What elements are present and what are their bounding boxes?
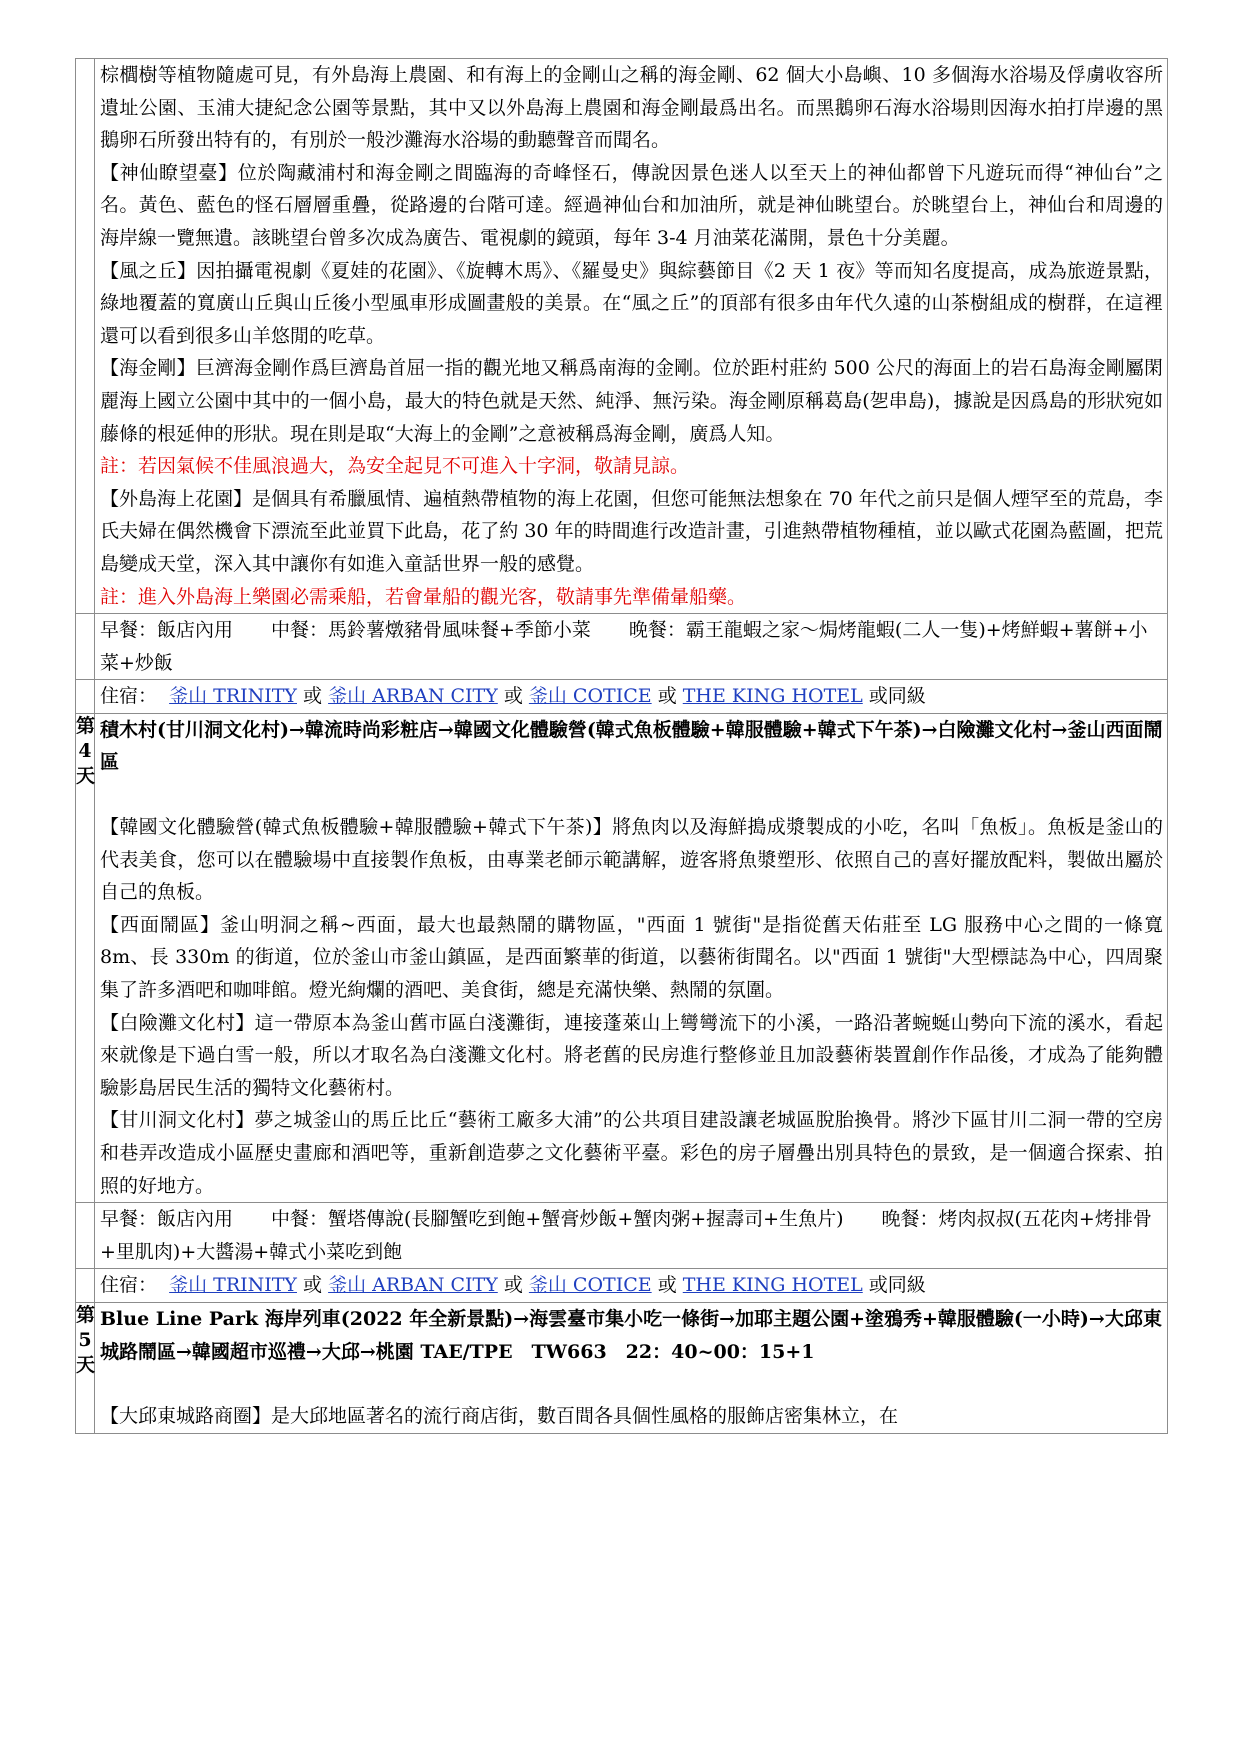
hotel-link-arban-city[interactable]: 釜山 ARBAN CITY — [328, 685, 498, 708]
paragraph-huinnyeoul: 【白險灘文化村】這一帶原本為釜山舊市區白淺灘街，連接蓬萊山上彎彎流下的小溪，一路沿著蜿蜒山勢向下流的溪水，看起來就像是下過白雪一般，所以才取名為白淺灘文化村。將老舊的民房進行整修並且加設藝術裝置創作作品後，才成為了能夠體驗影島居民生活的獨特文化藝術村。 — [100, 1011, 1163, 1099]
hotel-link-cotice[interactable]: 釜山 COTICE — [528, 685, 652, 708]
day4-description-row — [76, 713, 1168, 1202]
hotel-link-trinity[interactable]: 釜山 TRINITY — [169, 1274, 297, 1297]
day5-description-row — [76, 1302, 1168, 1433]
day4-meals: 早餐：飯店內用 中餐：蟹塔傳說(長腳蟹吃到飽+蟹膏炒飯+蟹肉粥+握壽司+生魚片) 晚餐：烤肉叔叔(五花肉+烤排骨+里肌肉)+大醬湯+韓式小菜吃到飽 — [100, 1208, 1152, 1263]
note-seasick: 註：進入外島海上樂園必需乘船，若會暈船的觀光客，敬請事先準備暈船藥。 — [100, 585, 747, 608]
paragraph-shinseondae: 【神仙瞭望臺】位於陶藏浦村和海金剛之間臨海的奇峰怪石，傳說因景色迷人以至天上的神仙都曾下凡遊玩而得“神仙台”之名。黃色、藍色的怪石層層重疊，從路邊的台階可達。經過神仙台和加油所，就是神仙眺望台。於眺望台上，神仙台和周邊的海岸線一覽無遺。該眺望台曾多次成為廣告、電視劇的鏡頭，每年 3-4 月油菜花滿開，景色十分美麗。 — [100, 161, 1163, 249]
day4-stay: 住宿： 釜山 TRINITY 或 釜山 ARBAN CITY 或 釜山 COTICE 或 THE KING HOTEL 或同級 — [100, 1274, 926, 1297]
day4-meals-row — [76, 1203, 1168, 1269]
paragraph-gamcheon: 【甘川洞文化村】夢之城釜山的馬丘比丘“藝術工廠多大浦”的公共項目建設讓老城區脫胎換骨。將沙下區甘川二洞一帶的空房和巷弄改造成小區歷史畫廊和酒吧等，重新創造夢之文化藝術平臺。彩色的房子層疊出別具特色的景致，是一個適合探索、拍照的好地方。 — [100, 1109, 1163, 1197]
day5-description-cell — [95, 1302, 1168, 1433]
day3-meals-cell — [95, 614, 1168, 680]
day3-description-cell — [95, 59, 1168, 614]
paragraph-dongseongno: 【大邱東城路商圈】是大邱地區著名的流行商店街，數百間各具個性風格的服飾店密集林立，在 — [100, 1405, 899, 1428]
stay-label: 住宿： — [100, 685, 158, 708]
day3-description-row — [76, 59, 1168, 614]
paragraph-culture-camp: 【韓國文化體驗營(韓式魚板體驗+韓服體驗+韓式下午茶)】將魚肉以及海鮮搗成漿製成的小吃，名叫「魚板」。魚板是釜山的代表美食，您可以在體驗場中直接製作魚板，由專業老師示範講解，遊客將魚漿塑形、依照自己的喜好擺放配料，製做出屬於自己的魚板。 — [100, 816, 1163, 904]
day3-stay-row — [76, 680, 1168, 714]
day4-stay-row — [76, 1269, 1168, 1303]
hotel-link-cotice[interactable]: 釜山 COTICE — [528, 1274, 652, 1297]
day3-label-cell — [76, 59, 95, 614]
day4-label: 第 4 天 — [76, 713, 95, 1202]
day3-meals-row — [76, 614, 1168, 680]
day3-stay-cell — [95, 680, 1168, 714]
paragraph-oedo: 【外島海上花園】是個具有希臘風情、遍植熱帶植物的海上花園，但您可能無法想象在 70 年代之前只是個人煙罕至的荒島，李氏夫婦在偶然機會下漂流至此並買下此島，花了約 30 年的時間進行改造計畫，引進熱帶植物種植，並以歐式花園為藍圖，把荒島變成天堂，深入其中讓你有如進入童話世界一般的感覺。 — [100, 487, 1163, 575]
note-cross-cave: 註：若因氣候不佳風浪過大，為安全起見不可進入十字洞，敬請見諒。 — [100, 455, 690, 478]
paragraph-haegeumgang: 【海金剛】巨濟海金剛作爲巨濟島首屈一指的觀光地又稱爲南海的金剛。位於距村莊約 500 公尺的海面上的岩石島海金剛屬閑麗海上國立公園中其中的一個小島，最大的特色就是天然、純淨、無污染。海金剛原稱葛島(乫串島)，據說是因爲島的形狀宛如藤條的根延伸的形狀。現在則是取“大海上的金剛”之意被稱爲海金剛，廣爲人知。 — [100, 357, 1163, 445]
paragraph-windy-hill: 【風之丘】因拍攝電視劇《夏娃的花園》、《旋轉木馬》、《羅曼史》與綜藝節目《2 天 1 夜》等而知名度提高，成為旅遊景點，綠地覆蓋的寬廣山丘與山丘後小型風車形成圖畫般的美景。在“風之丘”的頂部有很多由年代久遠的山茶樹組成的樹群，在這裡還可以看到很多山羊悠閒的吃草。 — [100, 259, 1163, 347]
day5-label: 第 5 天 — [76, 1302, 95, 1433]
day4-stay-cell — [95, 1269, 1168, 1303]
hotel-link-trinity[interactable]: 釜山 TRINITY — [169, 685, 297, 708]
day4-route: 積木村(甘川洞文化村)→韓流時尚彩粧店→韓國文化體驗營(韓式魚板體驗+韓服體驗+韓式下午茶)→白險灘文化村→釜山西面鬧區 — [100, 718, 1163, 774]
hotel-link-the-king[interactable]: THE KING HOTEL — [682, 685, 863, 708]
day3-meals: 早餐：飯店內用 中餐：馬鈴薯燉豬骨風味餐+季節小菜 晚餐：霸王龍蝦之家～焗烤龍蝦(二人一隻)+烤鮮蝦+薯餅+小菜+炒飯 — [100, 619, 1148, 674]
paragraph-seomyeon: 【西面鬧區】釜山明洞之稱~西面，最大也最熱鬧的購物區，"西面 1 號街"是指從舊天佑莊至 LG 服務中心之間的一條寬 8m、長 330m 的街道，位於釜山市釜山鎮區，是西面繁華的街道，以藝術街聞名。以"西面 1 號街"大型標誌為中心，四周聚集了許多酒吧和咖啡館。燈光絢爛的酒吧、美食街，總是充滿快樂、熱鬧的氛圍。 — [100, 913, 1163, 1002]
itinerary-table — [75, 58, 1168, 1434]
paragraph-geoje-intro: 棕櫚樹等植物隨處可見，有外島海上農園、和有海上的金剛山之稱的海金剛、62 個大小島嶼、10 多個海水浴場及俘虜收容所遺址公園、玉浦大捷紀念公園等景點，其中又以外島海上農園和海金剛最爲出名。而黑鵝卵石海水浴場則因海水拍打岸邊的黑鵝卵石所發出特有的，有別於一般沙灘海水浴場的動聽聲音而聞名。 — [100, 64, 1163, 152]
day4-description-cell — [95, 713, 1168, 1202]
itinerary-page — [75, 58, 1168, 1434]
hotel-link-the-king[interactable]: THE KING HOTEL — [682, 1274, 863, 1297]
day5-route: Blue Line Park 海岸列車(2022 年全新景點)→海雲臺市集小吃一條街→加耶主題公園+塗鴉秀+韓服體驗(一小時)→大邱東城路鬧區→韓國超市巡禮→大邱→桃園 TAE/TPE TW663 22：40~00：15+1 — [100, 1307, 1162, 1363]
stay-label: 住宿： — [100, 1274, 158, 1297]
day4-meals-cell — [95, 1203, 1168, 1269]
hotel-link-arban-city[interactable]: 釜山 ARBAN CITY — [328, 1274, 498, 1297]
day3-stay: 住宿： 釜山 TRINITY 或 釜山 ARBAN CITY 或 釜山 COTICE 或 THE KING HOTEL 或同級 — [100, 685, 926, 708]
